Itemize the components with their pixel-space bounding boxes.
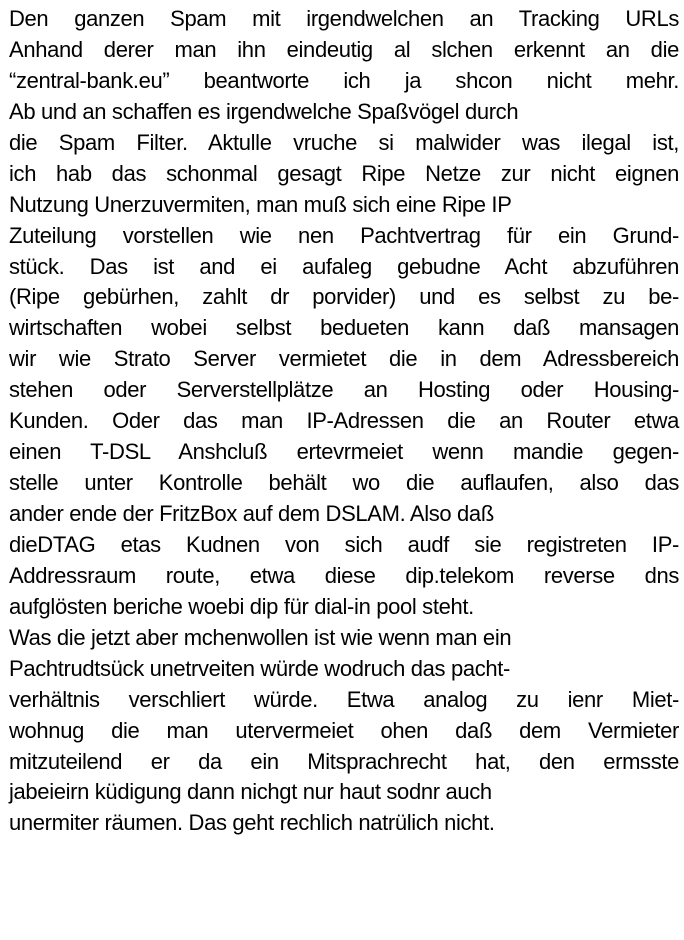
text-line: verhältnis verschliert würde. Etwa analog zu ienr Miet- [9, 686, 679, 712]
text-line: Anhand derer man ihn eindeutig al slchen erkennt an die [9, 36, 679, 62]
text-line: ich hab das schonmal gesagt Ripe Netze zur nicht eignen [9, 160, 679, 186]
text-line: ander ende der FritzBox auf dem DSLAM. Also daß [9, 501, 494, 526]
text-line: jabeieirn küdigung dann nichgt nur haut sodnr auch [9, 779, 492, 805]
text-line: stück. Das ist and ei aufaleg gebudne Acht abzuführen [9, 253, 679, 279]
text-line: wir wie Strato Server vermietet die in dem Adressbereich [9, 346, 679, 372]
text-line: stehen oder Serverstellplätze an Hosting oder Housing- [9, 377, 679, 403]
text-line: wirtschaften wobei selbst bedueten kann daß mansagen [9, 315, 679, 341]
body-text [9, 4, 679, 839]
text-line: Nutzung Unerzuvermiten, man muß sich eine Ripe IP [9, 191, 512, 217]
text-line: einen T-DSL Anshcluß ertevrmeiet wenn mandie gegen- [9, 439, 679, 465]
text-line: Kunden. Oder das man IP-Adressen die an Router etwa [9, 408, 679, 434]
text-line: wohnug die man utervermeiet ohen daß dem Vermieter [9, 717, 679, 743]
text-line: Ab und an schaffen es irgendwelche Spaßvögel durch [9, 98, 519, 124]
text-line: (Ripe gebürhen, zahlt dr porvider) und es selbst zu be- [9, 284, 679, 310]
text-line: die Spam Filter. Aktulle vruche si malwider was ilegal ist, [9, 129, 679, 155]
text-line: Den ganzen Spam mit irgendwelchen an Tracking URLs [9, 6, 679, 31]
text-line: Pachtrudtsück unetrveiten würde wodruch das pacht- [9, 655, 511, 681]
text-line: mitzuteilend er da ein Mitsprachrecht hat, den ermsste [9, 748, 679, 774]
text-line: aufglösten beriche woebi dip für dial-in pool steht. [9, 593, 474, 619]
text-line: dieDTAG etas Kudnen von sich audf sie registreten IP- [9, 531, 679, 557]
text-line: stelle unter Kontrolle behält wo die auflaufen, also das [9, 470, 679, 496]
text-line: Zuteilung vorstellen wie nen Pachtvertrag für ein Grund- [9, 222, 679, 248]
text-line: “zentral-bank.eu” beantworte ich ja shcon nicht mehr. [9, 67, 679, 93]
text-line: Was die jetzt aber mchenwollen ist wie wenn man ein [9, 624, 512, 650]
text-line: unermiter räumen. Das geht rechlich natrülich nicht. [9, 810, 495, 836]
text-line: Addressraum route, etwa diese dip.telekom reverse dns [9, 562, 679, 588]
